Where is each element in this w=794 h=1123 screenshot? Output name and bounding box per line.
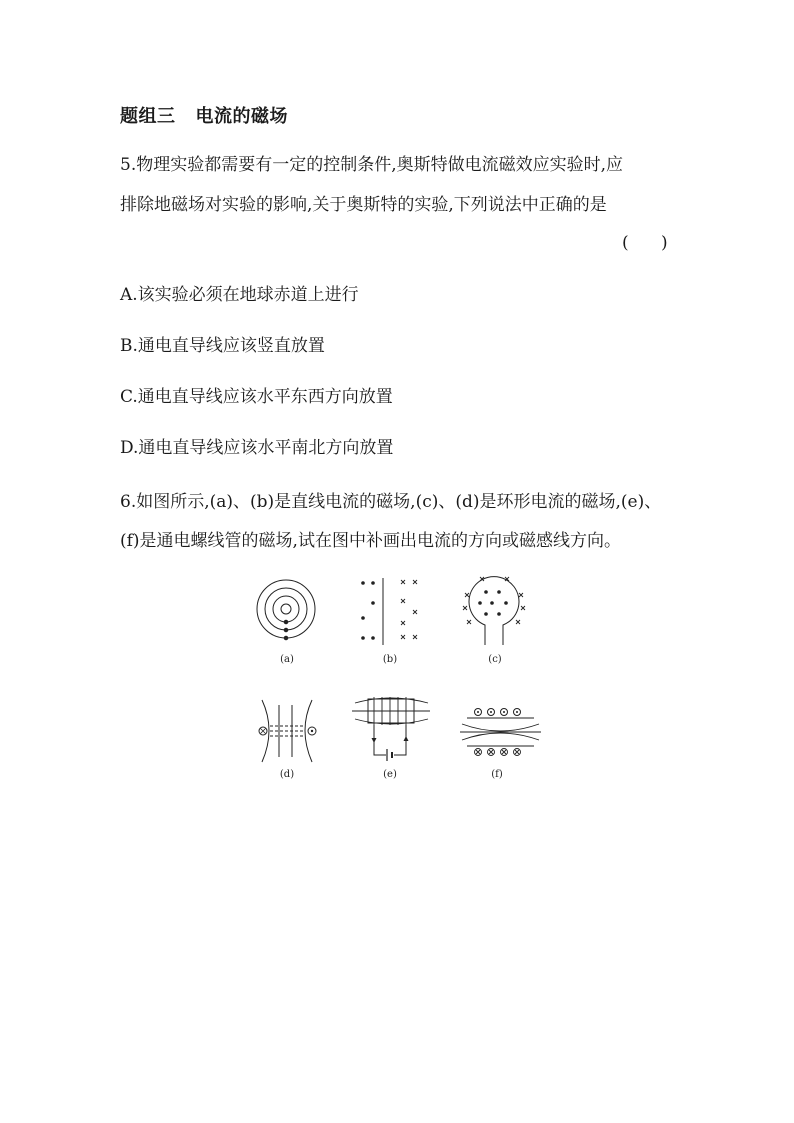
- diagram-f-solenoid-cross-section: [460, 709, 541, 756]
- caption-e: (e): [383, 769, 397, 780]
- dot-mark: [490, 711, 492, 713]
- field-line: [462, 733, 539, 740]
- dot-mark: [484, 612, 488, 616]
- current-arrow-icon: [404, 736, 409, 741]
- diagram-b-straight-wire: [361, 578, 417, 645]
- caption-f: (f): [491, 769, 503, 780]
- cross-mark: [489, 750, 493, 754]
- dot-mark: [490, 601, 494, 605]
- cross-mark: [502, 750, 506, 754]
- cross-mark: [476, 750, 480, 754]
- bottom-current-row: [475, 749, 521, 756]
- section-title: 电流的磁场: [195, 106, 288, 127]
- q5-stem-line1: 5.物理实验都需要有一定的控制条件,奥斯特做电流磁效应实验时,应: [120, 155, 624, 175]
- dot-mark: [361, 616, 365, 620]
- section-prefix: 题组三: [120, 106, 176, 127]
- cross-mark: [413, 635, 417, 639]
- dot-mark: [497, 590, 501, 594]
- q5-answer-blank: ( ): [622, 233, 668, 253]
- cross-mark: [467, 620, 471, 624]
- dot-mark: [503, 711, 505, 713]
- cross-mark: [413, 580, 417, 584]
- dot-mark: [484, 590, 488, 594]
- top-current-row: [475, 709, 521, 716]
- caption-a: (a): [280, 654, 294, 665]
- q5-option-a: A.该实验必须在地球赤道上进行: [120, 285, 359, 305]
- q5-option-c: C.通电直导线应该水平东西方向放置: [120, 387, 393, 407]
- field-line: [462, 724, 539, 731]
- q5-stem-line2: 排除地磁场对实验的影响,关于奥斯特的实验,下列说法中正确的是: [120, 195, 607, 215]
- cross-mark: [401, 621, 405, 625]
- dot-mark: [504, 601, 508, 605]
- field-circle: [281, 604, 291, 614]
- dot-mark: [284, 636, 288, 640]
- cross-mark: [519, 593, 523, 597]
- cross-mark: [465, 593, 469, 597]
- caption-d: (d): [279, 769, 295, 780]
- cross-mark: [261, 729, 266, 734]
- q6-stem-line1: 6.如图所示,(a)、(b)是直线电流的磁场,(c)、(d)是环形电流的磁场,(e)、: [120, 492, 662, 512]
- dot-mark: [284, 628, 288, 632]
- dot-mark: [361, 636, 365, 640]
- dot-mark: [371, 601, 375, 605]
- cross-mark: [401, 599, 405, 603]
- caption-c: (c): [488, 654, 502, 665]
- cross-mark: [521, 606, 525, 610]
- cross-mark: [413, 610, 417, 614]
- q5-option-b: B.通电直导线应该竖直放置: [120, 336, 325, 356]
- dot-mark: [361, 581, 365, 585]
- dot-mark: [497, 612, 501, 616]
- diagram-d-ring-cross-section: [259, 700, 316, 762]
- cross-mark: [515, 750, 519, 754]
- diagram-a-straight-wire-field: [257, 580, 315, 640]
- dot-mark: [371, 581, 375, 585]
- cross-mark: [463, 606, 467, 610]
- caption-b: (b): [382, 654, 398, 665]
- dot-mark: [477, 711, 479, 713]
- field-circle: [273, 596, 299, 622]
- dot-mark: [311, 730, 313, 732]
- dot-mark: [516, 711, 518, 713]
- cross-mark: [516, 620, 520, 624]
- cross-mark: [401, 635, 405, 639]
- dot-mark: [478, 601, 482, 605]
- loop-wire: [469, 577, 519, 645]
- diagram-c-ring-current: [463, 577, 525, 645]
- cross-mark: [401, 580, 405, 584]
- q6-stem-line2: (f)是通电螺线管的磁场,试在图中补画出电流的方向或磁感线方向。: [120, 531, 621, 551]
- current-arrow-icon: [372, 738, 377, 743]
- q5-option-d: D.通电直导线应该水平南北方向放置: [120, 438, 394, 458]
- diagram-e-solenoid-circuit: [352, 697, 430, 761]
- dot-mark: [284, 620, 288, 624]
- dot-mark: [371, 636, 375, 640]
- circuit-wire: [374, 725, 386, 755]
